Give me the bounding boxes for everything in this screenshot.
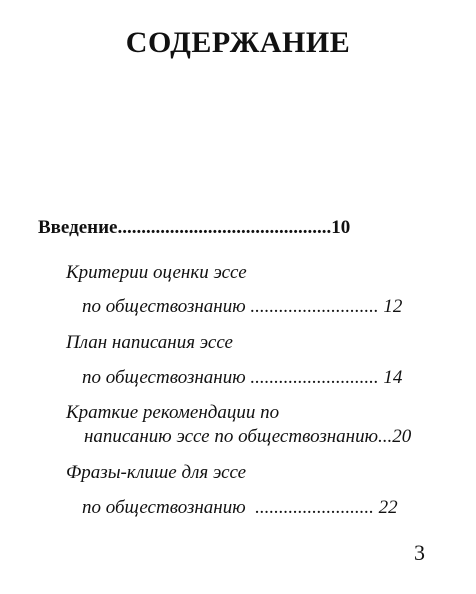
toc-entry-phrases-line2: по обществознанию ......................... 22 <box>82 497 398 518</box>
toc-entry-criteria-line1: Критерии оценки эссе <box>66 262 247 283</box>
toc-entry-criteria-line2: по обществознанию ........................... 12 <box>82 296 403 317</box>
page-title: СОДЕРЖАНИЕ <box>125 26 351 59</box>
toc-entry-plan-line2: по обществознанию ........................... 14 <box>82 367 403 388</box>
toc-entry-introduction: Введение.............................................10 <box>38 217 351 238</box>
toc-entry-plan-line1: План написания эссе <box>66 332 233 353</box>
page-number: 3 <box>414 540 425 565</box>
toc-entry-recommendations-line2: написанию эссе по обществознанию...20 <box>84 426 412 447</box>
toc-entry-recommendations-line1: Краткие рекомендации по <box>66 402 280 423</box>
toc-entry-phrases-line1: Фразы-клише для эссе <box>66 462 247 483</box>
